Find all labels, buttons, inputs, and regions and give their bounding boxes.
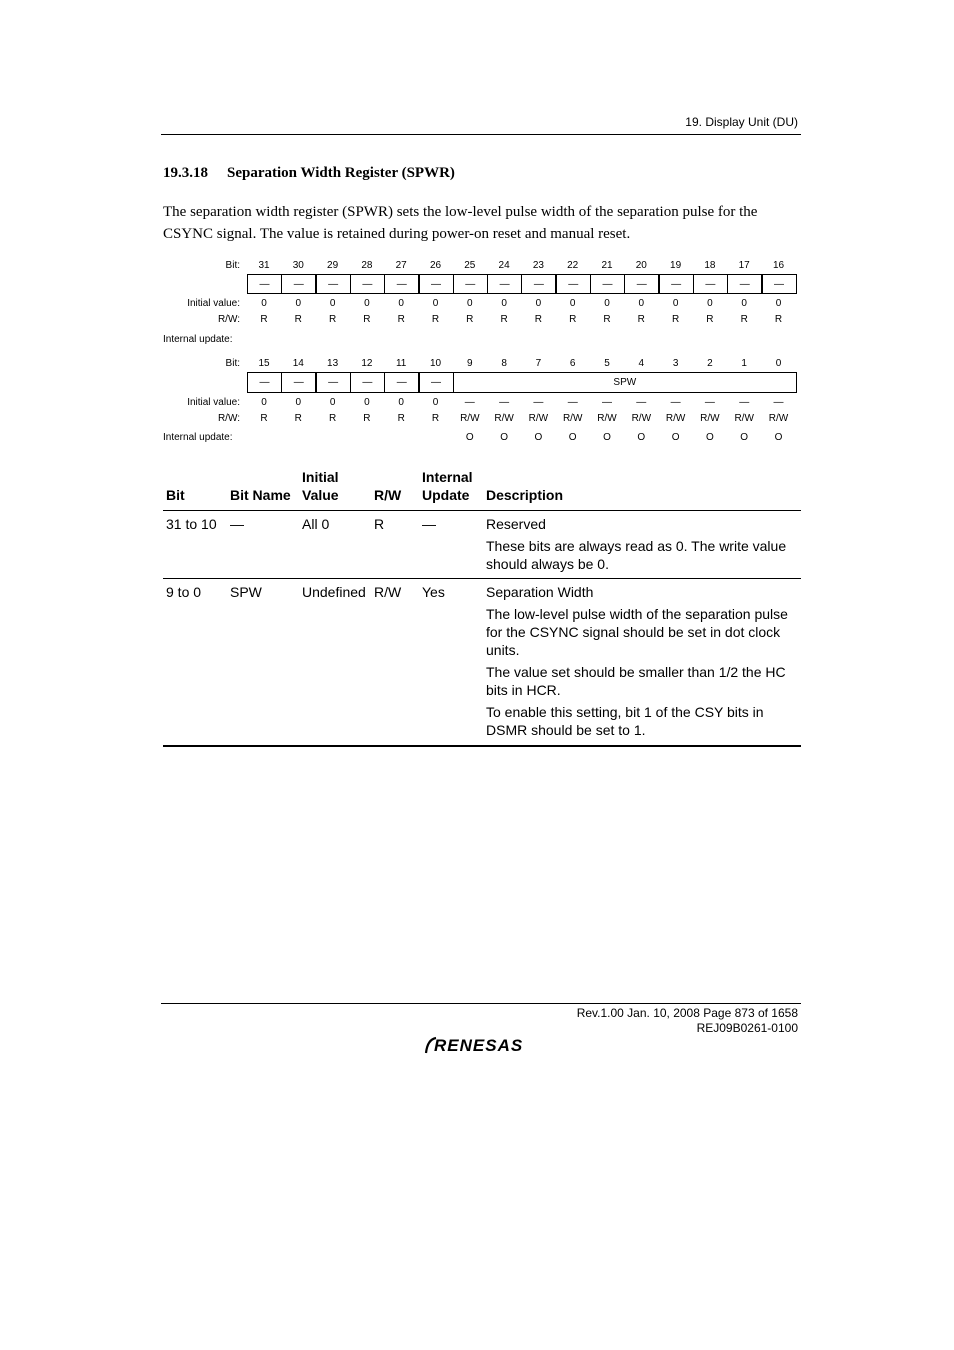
header-bit: Bit [163, 468, 227, 511]
rw-value: R [431, 314, 440, 325]
initial-value: 0 [467, 298, 473, 309]
rw-value: R [363, 413, 371, 424]
bit-number: 9 [467, 358, 473, 369]
bit-name-box: — [556, 274, 591, 294]
update-label-upper: Internal update: [163, 334, 233, 345]
initial-value: 0 [398, 298, 404, 309]
bit-number: 7 [535, 358, 542, 369]
bit-number: 29 [327, 260, 339, 271]
rw-value: R [569, 314, 577, 325]
header-initial-value: Initial Value [299, 468, 371, 511]
bit-label-lower: Bit: [225, 358, 240, 369]
bit-description-table [163, 468, 801, 747]
rw-value: R/W [631, 413, 652, 424]
update-mark: O [603, 432, 611, 443]
rw-value: R [534, 314, 542, 325]
rw-value: R [740, 314, 748, 325]
bit-name-box: — [487, 274, 522, 294]
initial-value: 0 [295, 397, 302, 408]
initial-value: — [499, 397, 510, 408]
cell-bit-name: — [227, 511, 299, 579]
initial-value: 0 [672, 298, 679, 309]
bit-name-box: — [247, 372, 282, 393]
bit-number: 2 [707, 358, 713, 369]
bit-number: 4 [638, 358, 645, 369]
bit-name-box: — [590, 274, 625, 294]
bit-number: 11 [395, 358, 407, 369]
cell-initial: All 0 [299, 511, 371, 579]
cell-bit-name: SPW [227, 579, 299, 747]
rw-value: R/W [597, 413, 617, 424]
initial-value: — [670, 397, 681, 408]
rw-value: R [774, 314, 783, 325]
rw-value: R [637, 314, 645, 325]
cell-bit: 31 to 10 [163, 511, 227, 579]
update-mark: O [706, 432, 714, 443]
bit-number: 28 [361, 260, 373, 271]
description-paragraph: The value set should be smaller than 1/2 the HC bits in HCR. [486, 664, 786, 698]
initial-value: — [567, 397, 578, 408]
description-paragraph: Reserved [486, 516, 546, 532]
update-mark: O [774, 432, 783, 443]
rw-value: R/W [494, 413, 514, 424]
bit-name-box: — [659, 274, 694, 294]
bit-name-box: — [419, 274, 454, 294]
rw-value: R/W [562, 413, 583, 424]
bit-number: 25 [464, 260, 476, 271]
bit-number: 5 [604, 358, 610, 369]
bit-number: 12 [361, 358, 373, 369]
footer [577, 1006, 798, 1036]
bit-number: 8 [501, 358, 507, 369]
logo-text: RENESAS [434, 1036, 524, 1055]
update-mark: O [671, 432, 680, 443]
initial-value: 0 [432, 298, 439, 309]
rw-value: R [431, 413, 440, 424]
rw-value: R [294, 413, 302, 424]
rw-value: R [671, 314, 680, 325]
bit-name-box: — [316, 274, 351, 294]
initial-value: 0 [501, 298, 507, 309]
bit-number: 19 [670, 260, 682, 271]
bit-number: 18 [704, 260, 716, 271]
bit-number: 27 [395, 260, 407, 271]
rw-value: R [363, 314, 371, 325]
bit-name-box: — [350, 372, 385, 393]
bit-name-box: — [419, 372, 454, 393]
table-row [163, 511, 801, 579]
bit-number: 17 [738, 260, 750, 271]
section-number: 19.3.18 [163, 165, 208, 181]
rw-label-lower: R/W: [217, 413, 240, 424]
bit-number: 6 [569, 358, 576, 369]
update-mark: O [500, 432, 508, 443]
initial-value: 0 [329, 298, 336, 309]
spw-field-box [453, 372, 797, 393]
cell-initial: Undefined [299, 579, 371, 747]
initial-value: — [704, 397, 715, 408]
initial-value: 0 [569, 298, 576, 309]
rw-value: R [603, 314, 611, 325]
bit-name-box: — [762, 274, 797, 294]
initial-value: 0 [261, 397, 267, 408]
bit-name-box: — [453, 274, 488, 294]
description-paragraph: Separation Width [486, 584, 594, 600]
update-mark: O [534, 432, 543, 443]
update-mark: O [465, 432, 474, 443]
cell-update: Yes [419, 579, 483, 747]
bit-name-box: — [727, 274, 762, 294]
footer-revision: Rev.1.00 Jan. 10, 2008 Page 873 of 1658 [576, 1006, 798, 1020]
bit-label-upper: Bit: [225, 260, 240, 271]
bit-name-box: — [247, 274, 282, 294]
header-rw: R/W [371, 468, 419, 511]
cell-update: — [419, 511, 483, 579]
chapter-header: 19. Display Unit (DU) [685, 115, 798, 129]
initial-value: 0 [364, 397, 370, 408]
spw-field-name: SPW [613, 377, 637, 388]
bit-number: 21 [601, 260, 613, 271]
rw-value: R/W [700, 413, 720, 424]
initial-value: 0 [295, 298, 302, 309]
bit-number: 31 [258, 260, 270, 271]
initial-value: 0 [398, 397, 404, 408]
bit-number: 15 [258, 358, 270, 369]
bit-name-box: — [281, 372, 316, 393]
rw-value: R/W [665, 413, 686, 424]
cell-rw: R [371, 511, 419, 579]
header-bit-name: Bit Name [227, 468, 299, 511]
rw-value: R [466, 314, 474, 325]
footer-rule [161, 1003, 801, 1004]
bit-number: 20 [635, 260, 647, 271]
rw-value: R [260, 413, 268, 424]
initial-value: 0 [604, 298, 610, 309]
initial-value: 0 [741, 298, 747, 309]
bit-number: 14 [292, 358, 304, 369]
update-mark: O [740, 432, 749, 443]
update-mark: O [568, 432, 577, 443]
bit-name-box: — [693, 274, 728, 294]
update-mark: O [637, 432, 646, 443]
initial-value: 0 [638, 298, 645, 309]
rw-value: R [294, 314, 302, 325]
rw-value: R [397, 413, 405, 424]
bit-name-box: — [281, 274, 316, 294]
bit-number: 24 [498, 260, 510, 271]
description-paragraph: These bits are always read as 0. The write value should always be 0. [486, 538, 787, 572]
cell-description [483, 511, 801, 579]
initial-value: 0 [775, 298, 782, 309]
initial-value: — [636, 397, 647, 408]
bit-number: 16 [772, 260, 785, 271]
bit-name-box: — [624, 274, 659, 294]
table-header-row [163, 468, 801, 511]
rw-value: R [328, 413, 337, 424]
initial-value: — [602, 397, 612, 408]
footer-document-number: REJ09B0261-0100 [696, 1021, 798, 1035]
rw-value: R/W [528, 413, 549, 424]
initial-value: — [773, 397, 784, 408]
initial-value: 0 [707, 298, 713, 309]
rw-value: R [706, 314, 714, 325]
initial-value: — [533, 397, 544, 408]
bit-number: 13 [327, 358, 339, 369]
bit-number: 3 [672, 358, 679, 369]
description-paragraph: To enable this setting, bit 1 of the CSY bits in DSMR should be set to 1. [486, 704, 764, 738]
initial-label-upper: Initial value: [187, 298, 240, 309]
initial-value: 0 [432, 397, 439, 408]
rw-value: R [397, 314, 405, 325]
register-diagram [0, 0, 954, 460]
bit-name-box: — [316, 372, 351, 393]
table-row [163, 579, 801, 747]
initial-value: 0 [329, 397, 336, 408]
bit-name-box: — [350, 274, 385, 294]
description-paragraph: The low-level pulse width of the separation pulse for the CSYNC signal should be set in dot clock units. [486, 606, 788, 658]
initial-value: 0 [535, 298, 542, 309]
rw-value: R/W [734, 413, 754, 424]
rw-value: R [500, 314, 508, 325]
initial-value: — [739, 397, 750, 408]
bit-name-box: — [384, 372, 419, 393]
bit-number: 22 [567, 260, 579, 271]
rw-value: R [328, 314, 337, 325]
bit-number: 0 [775, 358, 782, 369]
renesas-logo [424, 1034, 542, 1056]
bit-number: 30 [292, 260, 304, 271]
header-internal-update: Internal Update [419, 468, 483, 511]
cell-rw: R/W [371, 579, 419, 747]
rw-value: R/W [460, 413, 480, 424]
initial-label-lower: Initial value: [187, 397, 240, 408]
bit-name-box: — [384, 274, 419, 294]
header-description: Description [483, 468, 801, 511]
update-label-lower: Internal update: [163, 432, 233, 443]
bit-number: 1 [741, 358, 747, 369]
rw-value: R/W [768, 413, 789, 424]
rw-value: R [260, 314, 268, 325]
initial-value: — [464, 397, 475, 408]
initial-value: 0 [261, 298, 267, 309]
bit-number: 10 [429, 358, 442, 369]
initial-value: 0 [364, 298, 370, 309]
cell-bit: 9 to 0 [163, 579, 227, 747]
bit-number: 26 [429, 260, 442, 271]
bit-name-box: — [521, 274, 556, 294]
cell-description [483, 579, 801, 747]
rw-label-upper: R/W: [217, 314, 240, 325]
bit-number: 23 [532, 260, 544, 271]
section-heading: Separation Width Register (SPWR) [227, 165, 455, 181]
intro-paragraph: The separation width register (SPWR) sets the low-level pulse width of the separation pulse for the CSYNC signal. The value is retained during power-on reset and manual reset. [163, 204, 758, 242]
